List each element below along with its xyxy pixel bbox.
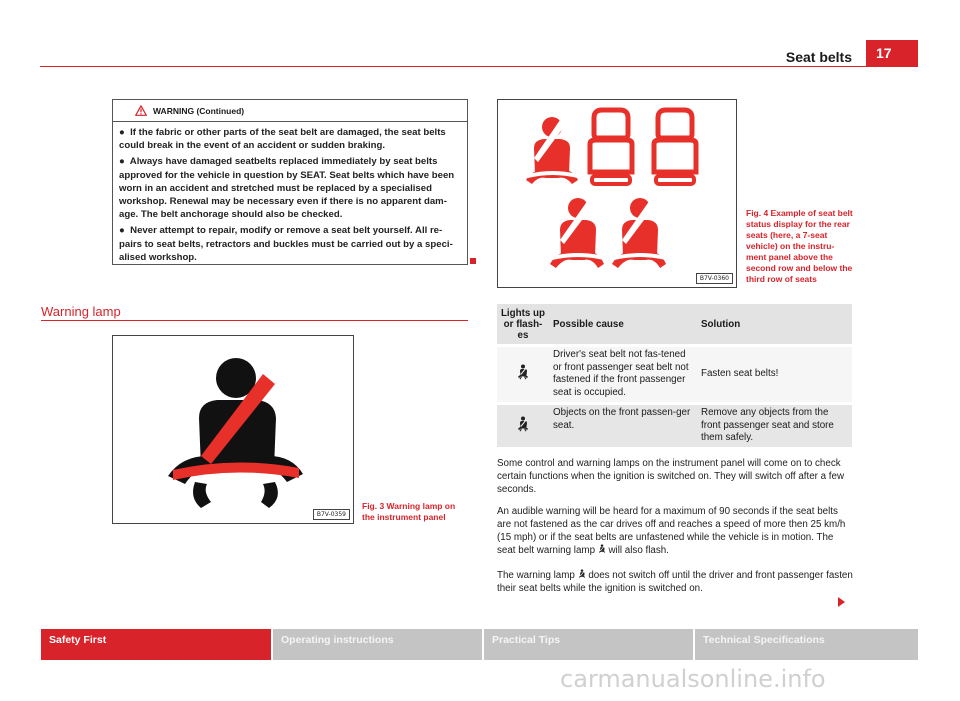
footer-tab-practical-tips[interactable]: Practical Tips bbox=[484, 629, 693, 660]
figure-code: B7V-0359 bbox=[313, 509, 350, 520]
warning-item-text: Never attempt to repair, modify or remove a seat belt yourself. All re-pairs to seat belts, retractors and buckles must be carried out by a speci-alised workshop. bbox=[119, 225, 453, 263]
footer-tab-safety-first[interactable]: Safety First bbox=[41, 629, 271, 660]
table-cell-solution: Fasten seat belts! bbox=[697, 347, 852, 402]
figure-rear-seat-status bbox=[497, 99, 737, 288]
table-header: Lights up or flash-es bbox=[497, 304, 549, 344]
table-cell-icon bbox=[497, 405, 549, 447]
warning-body bbox=[113, 122, 467, 264]
warning-header bbox=[113, 100, 467, 122]
seat-belt-warning-icon bbox=[578, 569, 586, 579]
table-cell-solution: Remove any objects from the front passenger seat and store them safely. bbox=[697, 405, 852, 447]
body-paragraph: Some control and warning lamps on the instrument panel will come on to check certain functions when the ignition is switched on. They will switch off after a few seconds. bbox=[497, 458, 845, 495]
table-cell-cause: Objects on the front passen-ger seat. bbox=[549, 405, 697, 447]
section-rule bbox=[41, 320, 468, 321]
figure-code: B7V-0360 bbox=[696, 273, 733, 284]
body-paragraph bbox=[497, 505, 853, 557]
end-marker bbox=[470, 258, 476, 264]
seat-belt-warning-lamp-image bbox=[113, 336, 353, 523]
header-rule bbox=[40, 66, 918, 67]
warning-item-text: If the fabric or other parts of the seat belt are damaged, the seat belts could break in the event of an accident or sudden braking. bbox=[119, 127, 446, 152]
footer-tab-technical-specifications[interactable]: Technical Specifications bbox=[695, 629, 918, 660]
bullet: ● bbox=[119, 127, 125, 138]
page-number: 17 bbox=[866, 40, 918, 66]
warning-title: WARNING (Continued) bbox=[153, 105, 245, 116]
table-header-row bbox=[497, 304, 852, 344]
text-span: will also flash. bbox=[605, 545, 669, 556]
body-paragraph bbox=[497, 569, 853, 595]
seat-belt-warning-icon bbox=[517, 416, 529, 432]
figure4-caption: Fig. 4 Example of seat belt status display for the rear seats (here, a 7-seat vehicle) on the instru-ment panel above the second row and below the third row of seats bbox=[746, 208, 853, 284]
section-heading: Warning lamp bbox=[41, 304, 121, 319]
warning-triangle-icon bbox=[135, 105, 147, 116]
warning-item bbox=[119, 155, 461, 221]
table-header: Solution bbox=[697, 304, 852, 344]
seat-belt-warning-icon bbox=[598, 544, 606, 554]
text-span: An audible warning will be heard for a maximum of 90 seconds if the seat belts are not fastened as the car drives off and reaches a speed of more then 25 km/h (15 mph) or if the seat belts are unfastened while the vehicle is in motion. The seat belt warning lamp bbox=[497, 506, 846, 556]
table-row bbox=[497, 405, 852, 447]
header-section-title: Seat belts bbox=[785, 49, 852, 65]
warning-lamp-table bbox=[497, 304, 852, 447]
empty-seat-icon bbox=[654, 110, 696, 184]
table-cell-icon bbox=[497, 347, 549, 402]
text-span: does not switch off until the driver and front passenger fasten their seat belts while the ignition is switched on. bbox=[497, 570, 853, 594]
table-row bbox=[497, 347, 852, 402]
empty-seat-icon bbox=[590, 110, 632, 184]
footer-nav bbox=[41, 629, 918, 660]
table-header: Possible cause bbox=[549, 304, 697, 344]
footer-tab-operating-instructions[interactable]: Operating instructions bbox=[273, 629, 482, 660]
belted-seat-icon bbox=[526, 117, 578, 184]
belted-seat-icon bbox=[550, 198, 604, 268]
warning-box bbox=[112, 99, 468, 265]
belted-seat-icon bbox=[612, 198, 666, 268]
continue-arrow-icon bbox=[838, 597, 845, 607]
table-cell-cause: Driver's seat belt not fas-tened or front passenger seat belt not fastened if the front passenger seat is occupied. bbox=[549, 347, 697, 402]
seat-belt-warning-icon bbox=[517, 364, 529, 380]
text-span: The warning lamp bbox=[497, 570, 578, 581]
rear-seat-status-display-image bbox=[498, 100, 736, 287]
figure-warning-lamp bbox=[112, 335, 354, 524]
watermark: carmanualsonline.info bbox=[560, 665, 826, 693]
warning-item-text: Always have damaged seatbelts replaced immediately by seat belts approved for the vehicle in question by SEAT. Seat belts which have been worn in an accident and stretched must be replaced by a specialised workshop. Renewal may be necessary even if there is no apparent dam-age. The belt anchorage should also be checked. bbox=[119, 156, 455, 221]
figure3-caption: Fig. 3 Warning lamp on the instrument panel bbox=[362, 501, 456, 522]
warning-item bbox=[119, 224, 461, 264]
warning-item bbox=[119, 126, 461, 152]
bullet: ● bbox=[119, 156, 125, 168]
bullet: ● bbox=[119, 225, 125, 237]
